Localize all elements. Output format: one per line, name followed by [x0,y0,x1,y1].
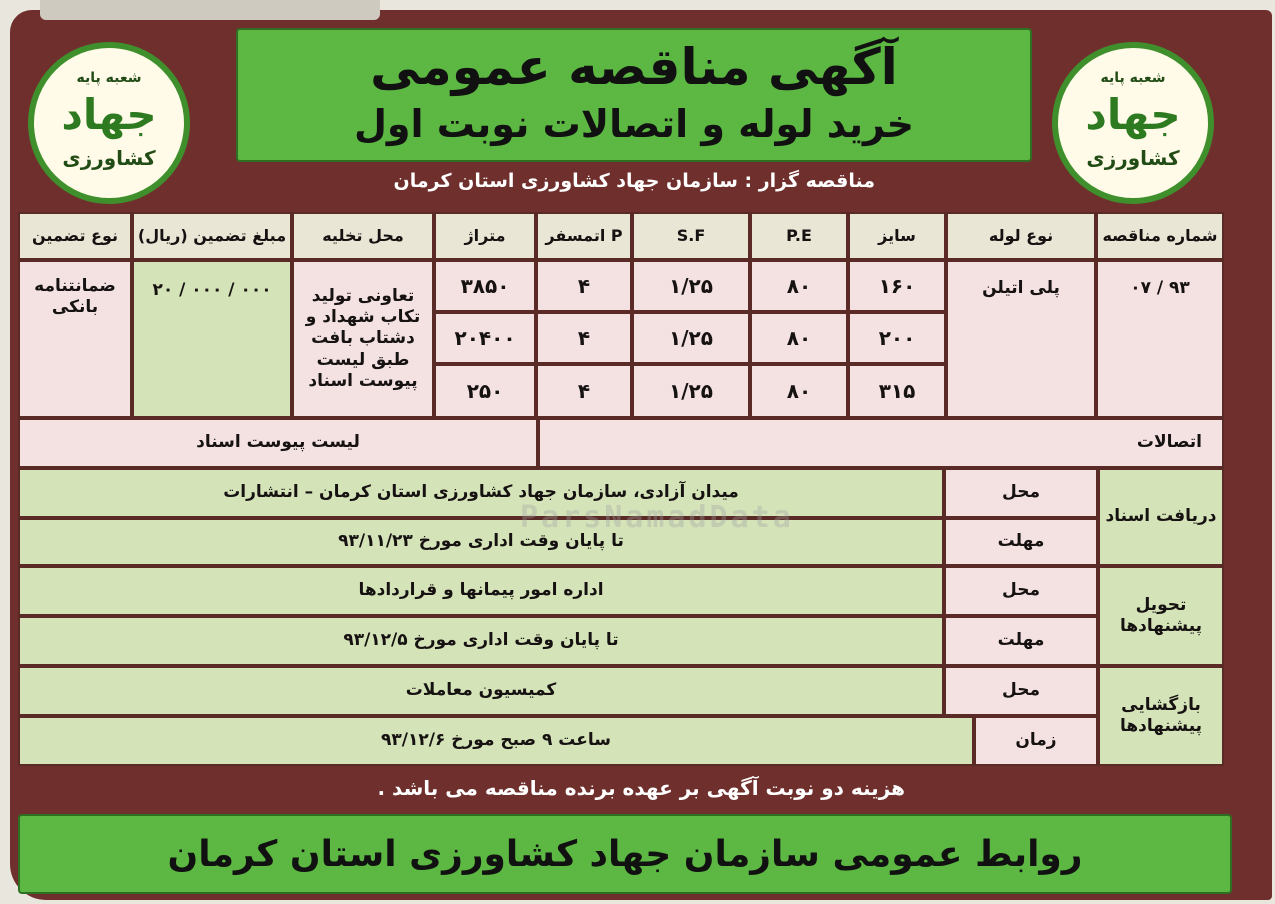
row-1-size: ۱۶۰ [848,260,946,312]
receive-deadline-label: مهلت [944,518,1098,566]
pipe-type-cell: پلی اتیلن [946,260,1096,418]
receive-place-label: محل [944,468,1098,518]
delivery-place-cell: تعاونی تولید تکاب شهداد و دشتاب بافت طبق لیست پیوست اسناد [292,260,434,418]
deliver-deadline-label: مهلت [944,616,1098,666]
tender-table [18,212,1226,768]
open-place-label: محل [944,666,1098,716]
section-deliver-offers: تحویل پیشنهادها [1098,566,1224,666]
notice-subtitle: خرید لوله و اتصالات نوبت اول [353,102,915,146]
open-place-value: کمیسیون معاملات [18,666,944,716]
row-2-pe: ۸۰ [750,312,848,364]
header-pe: P.E [750,212,848,260]
row-2-sf: ۱/۲۵ [632,312,750,364]
row-2-size: ۲۰۰ [848,312,946,364]
row-2-pressure: ۴ [536,312,632,364]
receive-deadline-value: تا پایان وقت اداری مورخ ۹۳/۱۱/۲۳ [18,518,944,566]
fittings-label: اتصالات [538,418,1224,468]
header-sf: S.F [632,212,750,260]
header-guarantee-amount: مبلغ تضمین (ریال) [132,212,292,260]
row-3-size: ۳۱۵ [848,364,946,418]
issuer-line: مناقصه گزار : سازمان جهاد کشاورزی استان کرمان [393,170,875,192]
header-size: سایز [848,212,946,260]
deliver-deadline-value: تا پایان وقت اداری مورخ ۹۳/۱۲/۵ [18,616,944,666]
open-time-value: ساعت ۹ صبح مورخ ۹۳/۱۲/۶ [18,716,974,766]
footer-note: هزینه دو نوبت آگهی بر عهده برنده مناقصه می باشد . [377,776,905,800]
deliver-place-value: اداره امور پیمانها و قراردادها [18,566,944,616]
row-1-pressure: ۴ [536,260,632,312]
row-3-pressure: ۴ [536,364,632,418]
guarantee-type-cell: ضمانتنامه بانکی [18,260,132,418]
footer-band [18,814,1232,894]
guarantee-amount-cell: ۰۰۰ / ۰۰۰ / ۲۰ [132,260,292,418]
logo-big-text: جهاد [1085,90,1181,139]
header-band [236,28,1032,162]
watermark: ParsNamadData [520,500,794,535]
row-3-pe: ۸۰ [750,364,848,418]
logo-mid-text: کشاورزی [62,146,156,170]
logo-big-text: جهاد [61,90,157,139]
logo-left [28,42,190,204]
row-1-length: ۳۸۵۰ [434,260,536,312]
logo-mid-text: کشاورزی [1086,146,1180,170]
logo-right [1052,42,1214,204]
torn-strip [40,0,380,20]
header-length: متراژ [434,212,536,260]
row-1-pe: ۸۰ [750,260,848,312]
header-guarantee-type: نوع تضمین [18,212,132,260]
notice-title: آگهی مناقصه عمومی [370,38,898,96]
section-receive-docs: دریافت اسناد [1098,468,1224,566]
logo-small-text: شعبه پایه [1100,70,1166,86]
row-1-sf: ۱/۲۵ [632,260,750,312]
header-delivery-place: محل تخلیه [292,212,434,260]
footer-org: روابط عمومی سازمان جهاد کشاورزی استان کرمان [167,833,1083,875]
row-2-length: ۲۰۴۰۰ [434,312,536,364]
header-pressure: P اتمسفر [536,212,632,260]
logo-small-text: شعبه پایه [76,70,142,86]
deliver-place-label: محل [944,566,1098,616]
row-3-length: ۲۵۰ [434,364,536,418]
header-tender-number: شماره مناقصه [1096,212,1224,260]
receive-place-value: میدان آزادی، سازمان جهاد کشاورزی استان کرمان – انتشارات [18,468,944,518]
tender-number-cell: ۹۳ / ۰۷ [1096,260,1224,418]
header-pipe-type: نوع لوله [946,212,1096,260]
row-3-sf: ۱/۲۵ [632,364,750,418]
fittings-value: لیست پیوست اسناد [18,418,538,468]
open-time-label: زمان [974,716,1098,766]
section-open-offers: بازگشایی پیشنهادها [1098,666,1224,766]
